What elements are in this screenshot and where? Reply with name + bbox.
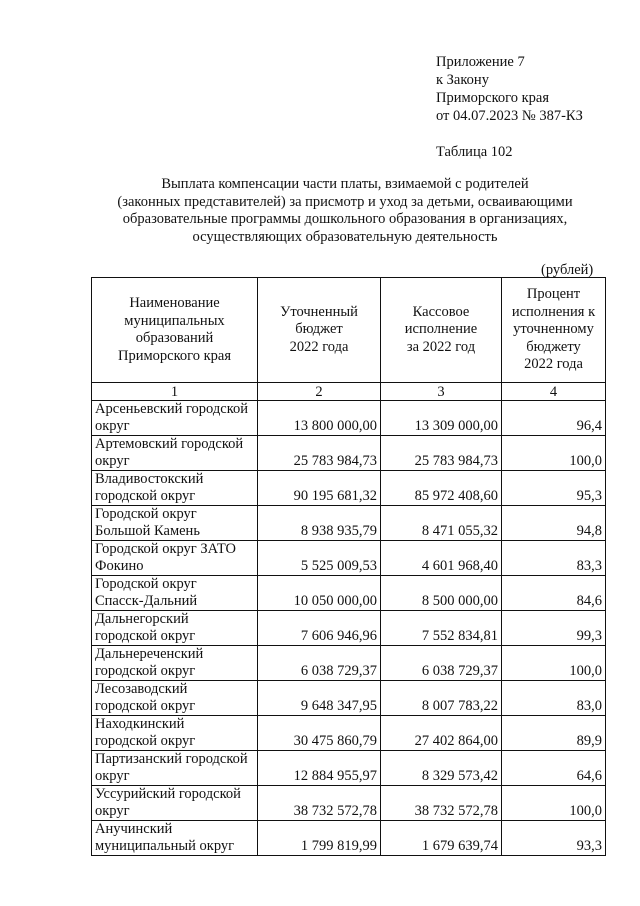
- execution-value: 6 038 729,37: [381, 646, 502, 681]
- appendix-line: Приложение 7: [436, 54, 525, 70]
- header-row: [92, 278, 606, 383]
- budget-value: 30 475 860,79: [258, 716, 381, 751]
- table-row: [92, 541, 606, 576]
- percent-value: 94,8: [502, 506, 606, 541]
- budget-value: 1 799 819,99: [258, 821, 381, 856]
- budget-value: 7 606 946,96: [258, 611, 381, 646]
- budget-value: 10 050 000,00: [258, 576, 381, 611]
- column-number: 1: [92, 383, 258, 401]
- table-row: [92, 576, 606, 611]
- table-number: Таблица 102: [436, 144, 513, 160]
- units-label: (рублей): [541, 262, 594, 278]
- percent-value: 96,4: [502, 401, 606, 436]
- header-percent: Процент исполнения к уточненному бюджету 2022 года: [502, 278, 606, 383]
- percent-value: 83,0: [502, 681, 606, 716]
- percent-value: 100,0: [502, 646, 606, 681]
- column-number: 3: [381, 383, 502, 401]
- municipality-name: Анучинский муниципальный округ: [92, 821, 258, 856]
- budget-value: 13 800 000,00: [258, 401, 381, 436]
- municipality-name: Городской округ Большой Камень: [92, 506, 258, 541]
- municipality-name: Городской округ Спасск-Дальний: [92, 576, 258, 611]
- execution-value: 8 500 000,00: [381, 576, 502, 611]
- table-row: [92, 681, 606, 716]
- municipality-name: Уссурийский городской округ: [92, 786, 258, 821]
- municipality-name: Находкинский городской округ: [92, 716, 258, 751]
- execution-value: 27 402 864,00: [381, 716, 502, 751]
- title-line: Выплата компенсации части платы, взимаемой с родителей: [161, 176, 529, 192]
- title-line: осуществляющих образовательную деятельность: [192, 228, 498, 245]
- execution-value: 8 007 783,22: [381, 681, 502, 716]
- column-number: 4: [502, 383, 606, 401]
- appendix-line: Приморского края: [436, 90, 550, 106]
- municipality-name: Городской округ ЗАТО Фокино: [92, 541, 258, 576]
- percent-value: 99,3: [502, 611, 606, 646]
- table-row: [92, 401, 606, 436]
- title-line: (законных представителей) за присмотр и уход за детьми, осваивающими: [117, 193, 573, 210]
- header-execution: Кассовое исполнение за 2022 год: [381, 278, 502, 383]
- document-title: [95, 176, 595, 246]
- table-row: [92, 471, 606, 506]
- header-budget: Уточненный бюджет 2022 года: [258, 278, 381, 383]
- percent-value: 84,6: [502, 576, 606, 611]
- table-row: [92, 436, 606, 471]
- budget-value: 25 783 984,73: [258, 436, 381, 471]
- execution-value: 85 972 408,60: [381, 471, 502, 506]
- municipality-name: Дальнегорский городской округ: [92, 611, 258, 646]
- budget-value: 8 938 935,79: [258, 506, 381, 541]
- column-number-row: [92, 383, 606, 401]
- table-row: [92, 751, 606, 786]
- appendix-line: от 04.07.2023 № 387-КЗ: [436, 108, 583, 124]
- execution-value: 8 471 055,32: [381, 506, 502, 541]
- percent-value: 95,3: [502, 471, 606, 506]
- table-row: [92, 506, 606, 541]
- budget-value: 90 195 681,32: [258, 471, 381, 506]
- execution-value: 4 601 968,40: [381, 541, 502, 576]
- budget-value: 6 038 729,37: [258, 646, 381, 681]
- appendix-line: к Закону: [436, 72, 489, 88]
- execution-value: 7 552 834,81: [381, 611, 502, 646]
- table-row: [92, 646, 606, 681]
- execution-value: 8 329 573,42: [381, 751, 502, 786]
- percent-value: 89,9: [502, 716, 606, 751]
- budget-value: 38 732 572,78: [258, 786, 381, 821]
- municipality-name: Арсеньевский городской округ: [92, 401, 258, 436]
- percent-value: 100,0: [502, 436, 606, 471]
- percent-value: 100,0: [502, 786, 606, 821]
- municipality-name: Дальнереченский городской округ: [92, 646, 258, 681]
- table-row: [92, 786, 606, 821]
- municipality-name: Партизанский городской округ: [92, 751, 258, 786]
- execution-value: 1 679 639,74: [381, 821, 502, 856]
- table-body: [92, 401, 606, 856]
- municipality-name: Лесозаводский городской округ: [92, 681, 258, 716]
- budget-value: 12 884 955,97: [258, 751, 381, 786]
- percent-value: 64,6: [502, 751, 606, 786]
- table-row: [92, 716, 606, 751]
- percent-value: 93,3: [502, 821, 606, 856]
- header-municipality: Наименование муниципальных образований Приморского края: [92, 278, 258, 383]
- execution-value: 13 309 000,00: [381, 401, 502, 436]
- municipality-name: Артемовский городской округ: [92, 436, 258, 471]
- execution-value: 25 783 984,73: [381, 436, 502, 471]
- percent-value: 83,3: [502, 541, 606, 576]
- appendix-block: [436, 53, 583, 125]
- title-line: образовательные программы дошкольного образования в организациях,: [122, 211, 568, 227]
- table-row: [92, 821, 606, 856]
- execution-value: 38 732 572,78: [381, 786, 502, 821]
- municipality-name: Владивостокский городской округ: [92, 471, 258, 506]
- table-row: [92, 611, 606, 646]
- column-number: 2: [258, 383, 381, 401]
- data-table: [91, 277, 606, 856]
- budget-value: 9 648 347,95: [258, 681, 381, 716]
- budget-value: 5 525 009,53: [258, 541, 381, 576]
